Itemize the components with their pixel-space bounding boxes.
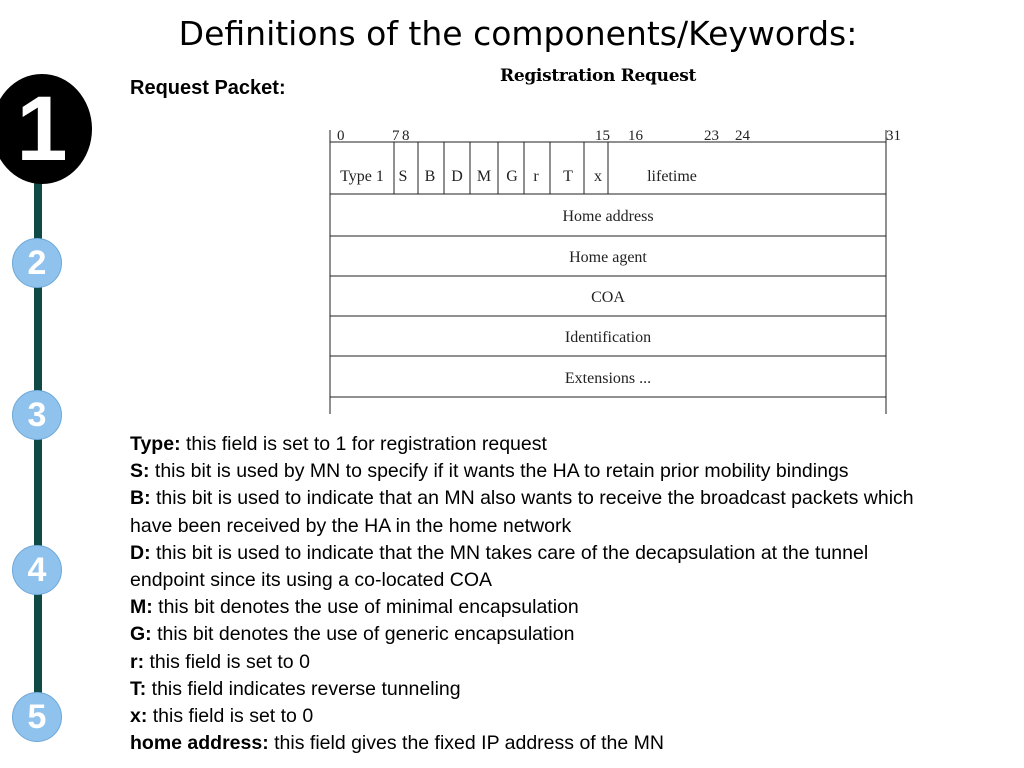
timeline-rail [34,434,42,546]
packet-row-label: Extensions ... [564,370,652,387]
definition-text: this bit is used to indicate that the MN takes care of the decapsulation at the tunnel endpoint since its using a co-located COA [130,541,869,592]
definition-text: this field is set to 1 for registration request [180,433,547,455]
step-4-marker[interactable]: 4 [12,545,62,595]
timeline-rail [34,284,42,396]
definition-s [130,458,1000,485]
bit-position-label: 0 [337,128,345,144]
definition-term: T: [130,677,147,700]
definition-r [130,649,1000,676]
header-field-label: B [424,168,436,185]
definitions-list [130,431,1000,757]
header-field-label: r [533,168,539,185]
packet-row-label: Home agent [569,249,647,266]
step-timeline [0,0,100,768]
definition-d [130,540,930,594]
definition-term: D: [130,541,151,564]
definition-text: this bit denotes the use of generic encapsulation [151,623,575,646]
packet-diagram [310,64,910,416]
packet-row-label: Home address [562,208,654,225]
definition-t [130,676,1000,703]
bit-position-label: 7 [392,128,400,144]
definition-term: M: [130,596,153,619]
definition-m [130,594,1000,621]
step-3-marker[interactable]: 3 [12,390,62,440]
definition-term: B: [130,487,151,510]
definition-text: this field gives the fixed IP address of the MN [268,732,664,755]
definition-term: S: [130,460,150,483]
header-field-label: M [476,168,492,185]
definition-term: Type: [130,433,181,455]
header-field-label: T [563,168,573,185]
bit-position-label: 23 [704,128,719,144]
definition-term: r: [130,650,145,673]
request-packet-heading: Request Packet: [130,77,286,99]
step-1-marker[interactable]: 1 [0,74,92,184]
definition-text: this field is set to 0 [147,705,314,728]
bit-position-label: 24 [735,128,750,144]
header-field-label: x [594,168,602,185]
header-field-label: G [506,168,518,185]
step-2-marker[interactable]: 2 [12,238,62,288]
definition-text: this bit is used by MN to specify if it wants the HA to retain prior mobility bindings [149,460,849,483]
packet-row-label: COA [591,289,625,306]
registration-request-figure [310,64,910,416]
definition-text: this field is set to 0 [144,650,310,673]
header-field-label: Type 1 [340,168,384,185]
header-field-label: S [398,168,408,185]
definition-text: this field indicates reverse tunneling [146,677,461,700]
definition-text: this bit is used to indicate that an MN also wants to receive the broadcast packets which have been received by the HA in the home network [130,487,914,537]
bit-position-label: 16 [628,128,643,144]
definition-type [130,431,1000,458]
definition-b [130,485,930,539]
bit-position-label: 15 [595,128,610,144]
bit-position-label: 8 [402,128,410,144]
definition-term: home address: [130,732,269,755]
figure-title: Registration Request [500,66,697,86]
definition-term: G: [130,623,152,646]
definition-g [130,621,1000,648]
definition-x [130,703,1000,730]
definition-home-address [130,730,1000,757]
definition-text: this bit denotes the use of minimal encapsulation [152,596,579,619]
slide-title: Definitions of the components/Keywords: [178,14,858,53]
packet-row-label: Identification [564,329,652,346]
header-field-label: lifetime [647,168,697,185]
timeline-rail [34,590,42,694]
timeline-rail [34,175,42,247]
step-5-marker[interactable]: 5 [12,692,62,742]
header-field-label: D [451,168,463,185]
definition-term: x: [130,705,148,728]
bit-position-label: 31 [886,128,901,144]
